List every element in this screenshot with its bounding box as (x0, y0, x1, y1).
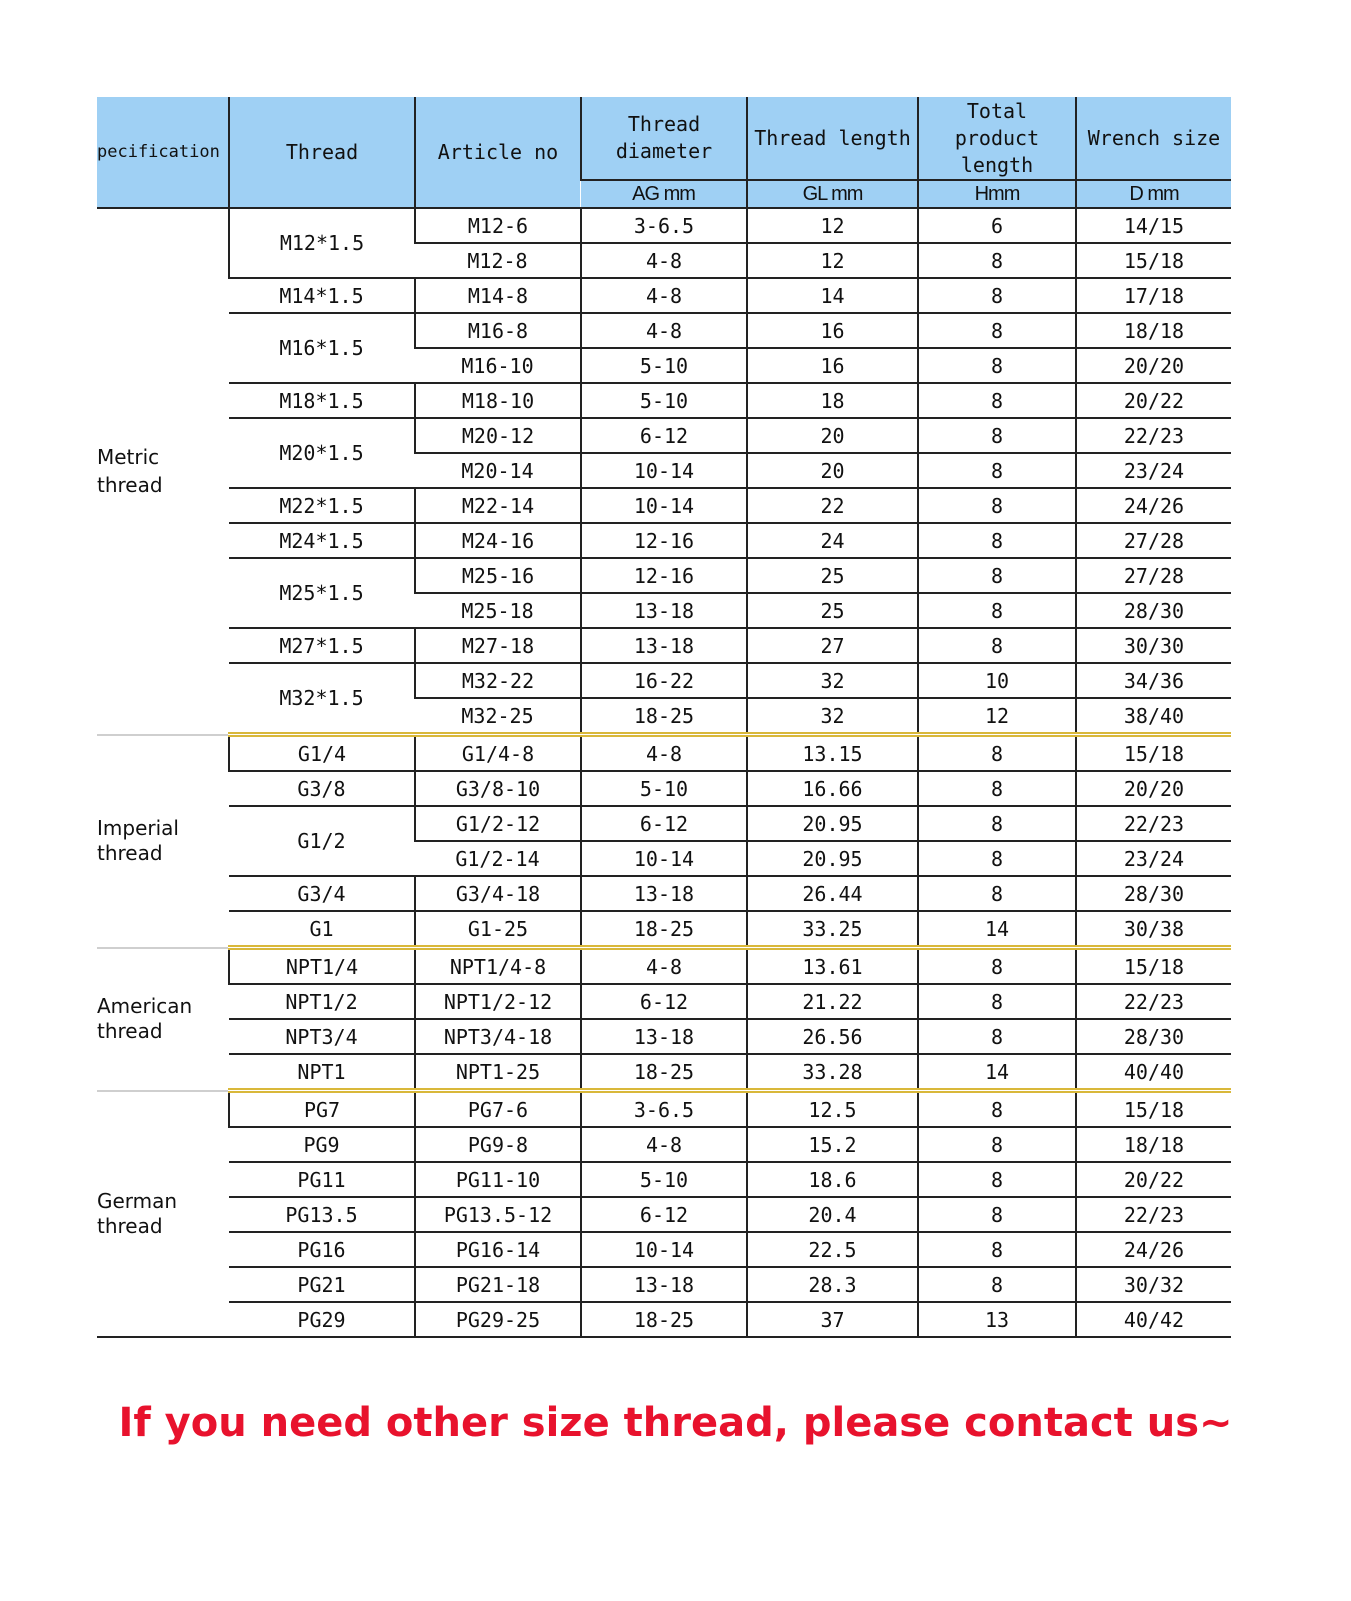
thread-length-cell: 27 (747, 628, 918, 663)
total-length-cell: 10 (918, 663, 1076, 698)
total-length-cell: 8 (918, 841, 1076, 876)
group-label: American thread (97, 948, 229, 1091)
thread-cell: G1 (229, 911, 415, 948)
thread-diameter-cell: 4-8 (581, 243, 747, 278)
total-length-cell: 14 (918, 911, 1076, 948)
table-row (97, 876, 1231, 911)
article-cell: PG16-14 (415, 1232, 581, 1267)
thread-cell: NPT1/4 (229, 948, 415, 985)
total-length-cell: 8 (918, 453, 1076, 488)
table-row (97, 806, 1231, 841)
article-cell: M24-16 (415, 523, 581, 558)
total-length-cell: 8 (918, 1197, 1076, 1232)
wrench-size-cell: 40/40 (1076, 1054, 1231, 1091)
thread-diameter-cell: 5-10 (581, 1162, 747, 1197)
table-row (97, 1091, 1231, 1128)
article-cell: M25-16 (415, 558, 581, 593)
article-cell: PG11-10 (415, 1162, 581, 1197)
article-cell: G1-25 (415, 911, 581, 948)
wrench-size-cell: 15/18 (1076, 735, 1231, 772)
wrench-size-cell: 30/32 (1076, 1267, 1231, 1302)
thread-diameter-cell: 6-12 (581, 984, 747, 1019)
total-length-cell: 8 (918, 1127, 1076, 1162)
total-length-cell: 8 (918, 1019, 1076, 1054)
article-cell: M32-22 (415, 663, 581, 698)
thread-diameter-cell: 10-14 (581, 841, 747, 876)
thread-length-cell: 26.44 (747, 876, 918, 911)
total-length-cell: 8 (918, 948, 1076, 985)
wrench-size-cell: 22/23 (1076, 1197, 1231, 1232)
thread-diameter-cell: 4-8 (581, 1127, 747, 1162)
thread-cell: PG29 (229, 1302, 415, 1337)
unit-d: D mm (1076, 180, 1231, 208)
thread-length-cell: 14 (747, 278, 918, 313)
thread-diameter-cell: 4-8 (581, 948, 747, 985)
article-cell: PG9-8 (415, 1127, 581, 1162)
wrench-size-cell: 30/30 (1076, 628, 1231, 663)
article-cell: M12-8 (415, 243, 581, 278)
thread-cell: PG13.5 (229, 1197, 415, 1232)
header-wrench-size: Wrench size (1076, 97, 1231, 180)
wrench-size-cell: 20/22 (1076, 1162, 1231, 1197)
wrench-size-cell: 20/20 (1076, 771, 1231, 806)
thread-diameter-cell: 10-14 (581, 453, 747, 488)
wrench-size-cell: 24/26 (1076, 1232, 1231, 1267)
thread-cell: M12*1.5 (229, 208, 415, 278)
article-cell: NPT3/4-18 (415, 1019, 581, 1054)
thread-length-cell: 22 (747, 488, 918, 523)
thread-length-cell: 25 (747, 593, 918, 628)
thread-cell: G3/4 (229, 876, 415, 911)
wrench-size-cell: 38/40 (1076, 698, 1231, 735)
thread-length-cell: 20 (747, 418, 918, 453)
wrench-size-cell: 14/15 (1076, 208, 1231, 243)
thread-length-cell: 15.2 (747, 1127, 918, 1162)
wrench-size-cell: 30/38 (1076, 911, 1231, 948)
thread-length-cell: 16.66 (747, 771, 918, 806)
table-row (97, 735, 1231, 772)
group-label: German thread (97, 1091, 229, 1338)
thread-cell: G3/8 (229, 771, 415, 806)
article-cell: PG21-18 (415, 1267, 581, 1302)
thread-length-cell: 13.61 (747, 948, 918, 985)
article-cell: PG13.5-12 (415, 1197, 581, 1232)
article-cell: G1/2-14 (415, 841, 581, 876)
header-article-no: Article no (415, 97, 581, 208)
wrench-size-cell: 22/23 (1076, 418, 1231, 453)
table-row (97, 1127, 1231, 1162)
wrench-size-cell: 15/18 (1076, 948, 1231, 985)
thread-diameter-cell: 3-6.5 (581, 1091, 747, 1128)
thread-cell: G1/4 (229, 735, 415, 772)
thread-diameter-cell: 6-12 (581, 1197, 747, 1232)
thread-cell: M24*1.5 (229, 523, 415, 558)
thread-length-cell: 13.15 (747, 735, 918, 772)
thread-diameter-cell: 3-6.5 (581, 208, 747, 243)
wrench-size-cell: 22/23 (1076, 984, 1231, 1019)
wrench-size-cell: 22/23 (1076, 806, 1231, 841)
total-length-cell: 8 (918, 1162, 1076, 1197)
total-length-cell: 8 (918, 1232, 1076, 1267)
thread-cell: M25*1.5 (229, 558, 415, 628)
wrench-size-cell: 20/22 (1076, 383, 1231, 418)
article-cell: M22-14 (415, 488, 581, 523)
wrench-size-cell: 23/24 (1076, 841, 1231, 876)
wrench-size-cell: 15/18 (1076, 1091, 1231, 1128)
thread-diameter-cell: 18-25 (581, 911, 747, 948)
thread-length-cell: 26.56 (747, 1019, 918, 1054)
thread-diameter-cell: 13-18 (581, 876, 747, 911)
total-length-cell: 13 (918, 1302, 1076, 1337)
thread-cell: M22*1.5 (229, 488, 415, 523)
thread-length-cell: 20.95 (747, 841, 918, 876)
wrench-size-cell: 28/30 (1076, 1019, 1231, 1054)
table-row (97, 628, 1231, 663)
total-length-cell: 8 (918, 735, 1076, 772)
total-length-cell: 14 (918, 1054, 1076, 1091)
thread-length-cell: 20.4 (747, 1197, 918, 1232)
unit-ag: AG mm (581, 180, 747, 208)
thread-cell: NPT1/2 (229, 984, 415, 1019)
article-cell: M20-14 (415, 453, 581, 488)
table-row (97, 771, 1231, 806)
thread-cell: PG11 (229, 1162, 415, 1197)
thread-diameter-cell: 18-25 (581, 1302, 747, 1337)
article-cell: NPT1/4-8 (415, 948, 581, 985)
thread-length-cell: 20.95 (747, 806, 918, 841)
thread-length-cell: 12 (747, 243, 918, 278)
thread-length-cell: 25 (747, 558, 918, 593)
thread-cell: M16*1.5 (229, 313, 415, 383)
table-row (97, 558, 1231, 593)
unit-gl: GL mm (747, 180, 918, 208)
header-thread-length: Thread length (747, 97, 918, 180)
article-cell: M16-10 (415, 348, 581, 383)
thread-cell: M18*1.5 (229, 383, 415, 418)
wrench-size-cell: 40/42 (1076, 1302, 1231, 1337)
thread-length-cell: 16 (747, 313, 918, 348)
article-cell: NPT1-25 (415, 1054, 581, 1091)
total-length-cell: 8 (918, 523, 1076, 558)
total-length-cell: 12 (918, 698, 1076, 735)
table-row (97, 383, 1231, 418)
table-row (97, 984, 1231, 1019)
wrench-size-cell: 18/18 (1076, 313, 1231, 348)
thread-cell: M14*1.5 (229, 278, 415, 313)
thread-spec-table (97, 97, 1231, 1338)
thread-diameter-cell: 18-25 (581, 698, 747, 735)
total-length-cell: 8 (918, 1091, 1076, 1128)
thread-diameter-cell: 10-14 (581, 1232, 747, 1267)
thread-length-cell: 37 (747, 1302, 918, 1337)
wrench-size-cell: 17/18 (1076, 278, 1231, 313)
unit-h: Hmm (918, 180, 1076, 208)
article-cell: PG7-6 (415, 1091, 581, 1128)
thread-length-cell: 18 (747, 383, 918, 418)
thread-diameter-cell: 18-25 (581, 1054, 747, 1091)
table-row (97, 278, 1231, 313)
thread-length-cell: 24 (747, 523, 918, 558)
table-row (97, 1232, 1231, 1267)
thread-cell: M27*1.5 (229, 628, 415, 663)
thread-length-cell: 18.6 (747, 1162, 918, 1197)
thread-length-cell: 33.25 (747, 911, 918, 948)
header-thread: Thread (229, 97, 415, 208)
thread-cell: NPT3/4 (229, 1019, 415, 1054)
header-total-length: Total product length (918, 97, 1076, 180)
thread-diameter-cell: 10-14 (581, 488, 747, 523)
article-cell: M32-25 (415, 698, 581, 735)
total-length-cell: 8 (918, 806, 1076, 841)
thread-diameter-cell: 5-10 (581, 771, 747, 806)
wrench-size-cell: 28/30 (1076, 593, 1231, 628)
thread-length-cell: 21.22 (747, 984, 918, 1019)
total-length-cell: 8 (918, 418, 1076, 453)
thread-diameter-cell: 5-10 (581, 348, 747, 383)
article-cell: M12-6 (415, 208, 581, 243)
thread-diameter-cell: 12-16 (581, 523, 747, 558)
total-length-cell: 8 (918, 278, 1076, 313)
thread-cell: NPT1 (229, 1054, 415, 1091)
thread-length-cell: 12.5 (747, 1091, 918, 1128)
wrench-size-cell: 23/24 (1076, 453, 1231, 488)
thread-diameter-cell: 16-22 (581, 663, 747, 698)
wrench-size-cell: 28/30 (1076, 876, 1231, 911)
thread-length-cell: 12 (747, 208, 918, 243)
thread-diameter-cell: 4-8 (581, 313, 747, 348)
total-length-cell: 8 (918, 771, 1076, 806)
thread-diameter-cell: 5-10 (581, 383, 747, 418)
thread-length-cell: 16 (747, 348, 918, 383)
article-cell: G3/4-18 (415, 876, 581, 911)
thread-length-cell: 22.5 (747, 1232, 918, 1267)
article-cell: M18-10 (415, 383, 581, 418)
total-length-cell: 8 (918, 383, 1076, 418)
article-cell: PG29-25 (415, 1302, 581, 1337)
thread-cell: PG7 (229, 1091, 415, 1128)
wrench-size-cell: 15/18 (1076, 243, 1231, 278)
table-row (97, 948, 1231, 985)
header-thread-diameter: Thread diameter (581, 97, 747, 180)
group-label: Imperial thread (97, 735, 229, 948)
wrench-size-cell: 18/18 (1076, 1127, 1231, 1162)
header-specification: pecification (97, 97, 229, 208)
table-row (97, 523, 1231, 558)
article-cell: M25-18 (415, 593, 581, 628)
total-length-cell: 8 (918, 628, 1076, 663)
thread-diameter-cell: 13-18 (581, 1267, 747, 1302)
thread-diameter-cell: 6-12 (581, 418, 747, 453)
table-row (97, 1162, 1231, 1197)
total-length-cell: 8 (918, 593, 1076, 628)
total-length-cell: 8 (918, 558, 1076, 593)
article-cell: M27-18 (415, 628, 581, 663)
total-length-cell: 8 (918, 488, 1076, 523)
thread-length-cell: 32 (747, 698, 918, 735)
thread-diameter-cell: 4-8 (581, 735, 747, 772)
thread-cell: M20*1.5 (229, 418, 415, 488)
total-length-cell: 8 (918, 243, 1076, 278)
article-cell: M16-8 (415, 313, 581, 348)
wrench-size-cell: 20/20 (1076, 348, 1231, 383)
thread-diameter-cell: 13-18 (581, 593, 747, 628)
thread-diameter-cell: 12-16 (581, 558, 747, 593)
table-row (97, 208, 1231, 243)
table-row (97, 911, 1231, 948)
total-length-cell: 8 (918, 348, 1076, 383)
thread-cell: PG21 (229, 1267, 415, 1302)
total-length-cell: 8 (918, 876, 1076, 911)
thread-length-cell: 20 (747, 453, 918, 488)
table-row (97, 313, 1231, 348)
table-row (97, 418, 1231, 453)
group-label: Metric thread (97, 208, 229, 735)
table-row (97, 1019, 1231, 1054)
thread-diameter-cell: 6-12 (581, 806, 747, 841)
thread-length-cell: 28.3 (747, 1267, 918, 1302)
table-row (97, 663, 1231, 698)
table-row (97, 1054, 1231, 1091)
thread-cell: G1/2 (229, 806, 415, 876)
thread-length-cell: 32 (747, 663, 918, 698)
wrench-size-cell: 24/26 (1076, 488, 1231, 523)
wrench-size-cell: 34/36 (1076, 663, 1231, 698)
table-row (97, 1302, 1231, 1337)
table-row (97, 1197, 1231, 1232)
thread-diameter-cell: 4-8 (581, 278, 747, 313)
thread-diameter-cell: 13-18 (581, 1019, 747, 1054)
article-cell: M14-8 (415, 278, 581, 313)
article-cell: G1/2-12 (415, 806, 581, 841)
total-length-cell: 6 (918, 208, 1076, 243)
wrench-size-cell: 27/28 (1076, 523, 1231, 558)
thread-diameter-cell: 13-18 (581, 628, 747, 663)
total-length-cell: 8 (918, 984, 1076, 1019)
table-body (97, 208, 1231, 1337)
table-row (97, 1267, 1231, 1302)
thread-cell: M32*1.5 (229, 663, 415, 735)
table-header (97, 97, 1231, 208)
thread-cell: PG9 (229, 1127, 415, 1162)
total-length-cell: 8 (918, 1267, 1076, 1302)
article-cell: M20-12 (415, 418, 581, 453)
contact-note: If you need other size thread, please contact us~ (118, 1400, 1233, 1446)
table-row (97, 488, 1231, 523)
thread-cell: PG16 (229, 1232, 415, 1267)
article-cell: NPT1/2-12 (415, 984, 581, 1019)
wrench-size-cell: 27/28 (1076, 558, 1231, 593)
article-cell: G3/8-10 (415, 771, 581, 806)
article-cell: G1/4-8 (415, 735, 581, 772)
total-length-cell: 8 (918, 313, 1076, 348)
thread-length-cell: 33.28 (747, 1054, 918, 1091)
